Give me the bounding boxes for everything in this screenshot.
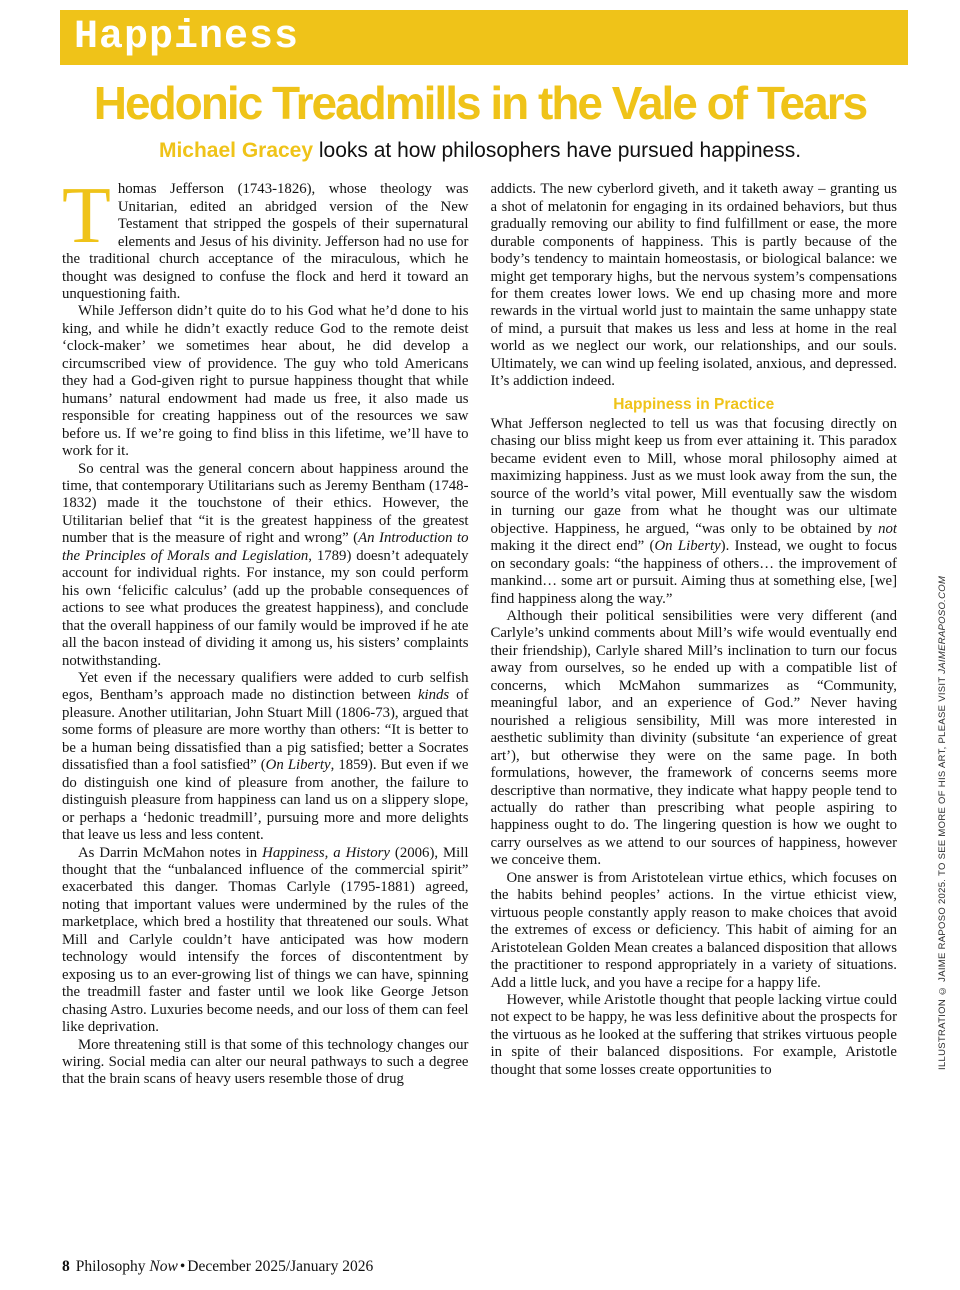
article-paragraph <box>62 670 469 845</box>
text-run: (2006), Mill thought that the “unbalanced influence of the commercial spirit” exacerbated this danger. Thomas Carlyle (1795-1881) agreed, noting that important values were undermined by the rules of the marketplace, which bred a hostility that threatened our souls. What Mill and Carlyle couldn’t have anticipated was how modern technology would intensify the forces of discontentment by exposing us to an ever-growing list of things we can have, spinning the treadmill faster and faster until we look like George Jetson chasing Astro. Luxuries become needs, and our loss of them can feel like deprivation. <box>62 844 469 1036</box>
text-run: So central was the general concern about happiness around the time, that contemporary Utilitarians such as Jeremy Bentham (1748-1832) made it the touchstone of their ethics. However, the Utilitarian belief that “it is the greatest happiness of the greatest number that is the measure of right and wrong” ( <box>62 460 469 547</box>
byline-author: Michael Gracey <box>158 139 314 163</box>
article-body <box>62 181 897 1223</box>
text-run: An Introduction to the Principles of Morals and Legislation <box>62 530 469 564</box>
article-paragraph <box>62 461 469 670</box>
text-run: ). Instead, we ought to focus on secondary goals: “the happiness of others… the improvement of mankind… some art or pursuit. Aiming thus at something else, [we] find happiness along the way.” <box>490 538 897 607</box>
article-paragraph <box>491 870 898 992</box>
text-run: On Liberty <box>265 757 331 774</box>
article-paragraph <box>62 181 469 303</box>
drop-cap: T <box>62 181 111 261</box>
text-run: Yet even if the necessary qualifiers were added to curb selfish egos, Bentham’s approach made no distinction between <box>62 669 469 704</box>
footer-separator: • <box>179 1258 186 1275</box>
section-subheading: Happiness in Practice <box>613 395 775 413</box>
article-paragraph <box>491 416 898 608</box>
article-title: Hedonic Treadmills in the Vale of Tears <box>93 77 867 129</box>
section-banner <box>60 10 908 65</box>
text-run: More threatening still is that some of this technology changes our wiring. Social media can alter our neural pathways to such a degree that the brain scans of heavy users resemble those of drug <box>62 1036 469 1088</box>
issue-date: December 2025/January 2026 <box>187 1258 374 1275</box>
text-run: not <box>878 520 897 537</box>
text-run: Although their political sensibilities were very different (and Carlyle’s unkind comments about Mill’s wife would eventually end their friendship), Carlyle shared Mill’s inclination to turn our focus away from ourselves, so he ended up with a compatible list of concerns, which McMahon summarizes as “Community, meaningful labor, and an experience of God.” Never having nourished a religious sensibility, Mill was more interested in aesthetic sublimity than divinity (subsitute ‘an experience of great art’), but otherwise they were on the same page. In both formulations, however, the framework of concerns seems more descriptive than normative, they indicate what happy people tend to actually do rather than prescribing what people aspiring to happiness ought to do. The lingering question is how we ought to carry ourselves as we attend to our sources of happiness, however we conceive them. <box>490 608 897 869</box>
credit-site: JAIMERAPOSO.COM <box>937 575 948 674</box>
text-run: One answer is from Aristotelean virtue ethics, which focuses on the habits behind peoples’ actions. In the virtue ethicist view, virtuous people constantly apply reason to make choices that avoid the extremes of excess or deficiency. This habit of aiming for an Aristotelean Golden Mean creates a balanced disposition that allows the practitioner to respond appropriately in a variety of situations. Add a little luck, and you have a recipe for a happy life. <box>490 869 897 991</box>
text-run: , 1789) doesn’t adequately account for individual rights. For instance, my son could perform his own ‘felicific calculus’ (add up the probable consequences of actions to see what produces the greatest happiness), and conclude that the overall happiness of our family would be improved if he ate all the bacon instead of dividing it among us, his sisters’ complaints notwithstanding. <box>62 547 469 669</box>
byline-text: looks at how philosophers have pursued happiness. <box>313 139 802 163</box>
text-run: However, while Aristotle thought that people lacking virtue could not expect to be happy, he was less definitive about the prospects for the virtuous as he looked at the suffering that strikes virtuous people in spite of their balanced dispositions. For example, Aristotle thought that some losses create opportunities to <box>490 991 897 1078</box>
section-label: Happiness <box>74 15 300 60</box>
page-number: 8 <box>62 1258 70 1275</box>
credit-text: ILLUSTRATION © JAIME RAPOSO 2025. TO SEE MORE OF HIS ART, PLEASE VISIT <box>937 673 948 1070</box>
text-run: As Darrin McMahon notes in <box>78 844 263 861</box>
magazine-name: Philosophy <box>75 1258 150 1275</box>
text-run: On Liberty <box>654 538 721 555</box>
text-run: , 1859). But even if we do distinguish one kind of pleasure from another, the failure to distinguish pleasure from happiness can land us on a slippery slope, or perhaps a ‘hedonic treadmill’, pursuing more and more delights that leave us less and less content. <box>62 757 469 844</box>
text-run: homas Jefferson (1743-1826), whose theology was Unitarian, edited an abridged version of the New Testament that stripped the gospels of their supernatural elements and Jesus of his divinity. Jefferson had no use for the traditional church acceptance of the miraculous, which he thought was designed to confuse the flock and herd it toward an unquestioning faith. <box>62 181 469 303</box>
article-paragraph <box>491 992 898 1079</box>
page-footer <box>62 1258 373 1276</box>
text-run: Happiness, a History <box>262 844 390 861</box>
text-run: kinds <box>417 687 450 704</box>
text-run: making it the direct end” ( <box>490 538 655 555</box>
article-paragraph <box>62 303 469 460</box>
magazine-name-italic: Now <box>149 1258 178 1275</box>
article-column-left <box>62 181 469 1223</box>
byline <box>0 139 960 163</box>
article-paragraph <box>62 845 469 1037</box>
illustration-credit <box>937 495 948 1070</box>
text-run: addicts. The new cyberlord giveth, and it taketh away – granting us a shot of melatonin for engaging in its ordained behaviors, but thus gradually removing our ability to find fulfillment or ease, the more durable components of happiness. This is partly because of the body’s tendency to maintain homeostasis, or biological balance: we might get temporary highs, but the nervous system’s compensations for them creates lower lows. We end up chasing more and more rewards in the virtual world just to maintain the same unhappy state of mind, a pursuit that makes us less and less at home in the real world as we neglect our work, our relationships, and our souls. Ultimately, we can wind up feeling isolated, anxious, and depressed. It’s addiction indeed. <box>490 181 897 390</box>
article-paragraph <box>491 181 898 390</box>
text-run: What Jefferson neglected to tell us was that focusing directly on chasing our bliss might keep us from ever attaining it. This paradox became evident even to Mill, whose moral philosophy aimed at maximizing happiness. Just as we must look away from the sun, the source of the world’s vital power, Mill eventually saw the wisdom in turning our gaze from what he thought was our ultimate objective. Happiness, he argued, “was only to be obtained by <box>490 416 897 537</box>
magazine-page <box>0 10 960 1290</box>
article-paragraph <box>62 1037 469 1089</box>
article-column-right <box>491 181 898 1223</box>
text-run: While Jefferson didn’t quite do to his God what he’d done to his king, and while he didn’t exactly reduce God to the remote deist ‘clock-maker’ we sometimes hear about, he did develop a circumscribed view of providence. The guy who told Americans they had a God-given right to pursue happiness thought that while humans’ natural endowment had made us free, it also made us responsible for creating happiness out of the resources we saw before us. If we’re going to find bliss in this lifetime, we’ll have to work for it. <box>62 303 469 460</box>
article-paragraph <box>491 608 898 870</box>
text-run: of pleasure. Another utilitarian, John Stuart Mill (1806-73), argued that some forms of pleasure are more worthy than others: “It is better to be a human being dissatisfied than a pig satisfied; better a Socrates dissatisfied than a fool satisfied” ( <box>62 687 469 774</box>
